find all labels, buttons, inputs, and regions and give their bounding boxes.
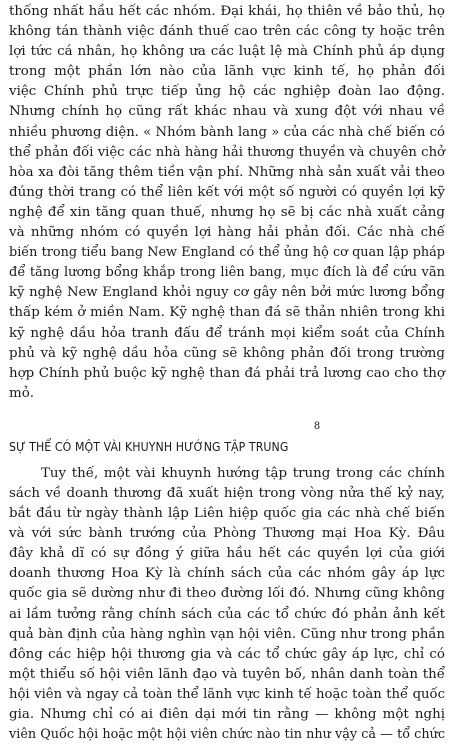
text-line (9, 625, 445, 645)
text-line (9, 183, 445, 203)
text-line-content: không tán thành việc đánh thuế cao trên các công ty hoặc trên (9, 24, 445, 40)
text-line-content: sách về doanh thương đã xuất hiện trong vòng nửa thế kỷ nay, (9, 485, 445, 501)
text-line-content: viên Quốc hội hoặc một hội viên chức nào tin như vậy cả — tổ chức (9, 727, 445, 743)
text-line (9, 564, 445, 584)
text-line-content: đông các hiệp hội thương gia và các tổ chức gây áp lực, chỉ có (9, 646, 445, 662)
text-line (9, 203, 445, 223)
text-line-content: việc Chính phủ trực tiếp ủng hộ các nghiệp đoàn lao động. (9, 84, 445, 100)
text-line (9, 263, 445, 283)
text-line (9, 324, 445, 344)
text-line (9, 42, 445, 62)
text-line (9, 544, 445, 564)
text-line-content: ai lầm tưởng rằng chính sách của các tổ chức đó phản ảnh kết (9, 606, 445, 622)
text-line (9, 384, 445, 404)
text-line (9, 364, 445, 384)
text-line (9, 344, 445, 364)
text-line (9, 665, 445, 685)
text-line (9, 705, 445, 725)
text-line (9, 464, 445, 484)
text-line-content: kỹ nghệ dầu hỏa tranh đấu để tránh mọi kiểm soát của Chính (9, 325, 445, 341)
paragraph-centralizing-tendencies (9, 464, 445, 745)
text-line (9, 102, 445, 122)
text-line (9, 22, 445, 42)
text-line-content: quốc gia sẽ dường như đi theo đường lối đó. Nhưng cũng không (9, 586, 445, 602)
text-line-content: hội viên và ngay cả toàn thể lãnh vực kinh tế hoặc toàn thể quốc (9, 686, 445, 702)
text-line (9, 2, 445, 22)
text-line-content: nghệ để xin tăng quan thuế, nhưng họ sẽ bị các nhà xuất cảng (9, 204, 445, 220)
text-line (9, 283, 445, 303)
text-line-content: để tăng lương bổng khắp trong liên bang, mục đích là để cứu vãn (9, 265, 445, 281)
text-line-content: biến trong tiểu bang New England có thể ủng hộ cơ quan lập pháp (9, 245, 445, 261)
text-line-content: lợi tức cá nhân, họ không ưa các luật lệ mà Chính phủ áp dụng (9, 44, 445, 60)
paragraph-interest-groups (9, 2, 445, 404)
text-line-content: mỏ. (9, 385, 35, 401)
text-line-content: thống nhất hầu hết các nhóm. Đại khái, họ thiên về bảo thủ, họ (9, 4, 445, 19)
text-line (9, 524, 445, 544)
text-line-content: nhiều phương diện. « Nhóm bành lang » của các nhà chế biến có (9, 124, 445, 140)
text-line-content: quả bàn định của hàng nghìn vạn hội viên. Cũng như trong phần (9, 626, 445, 642)
text-line (9, 143, 445, 163)
text-line-content: và những nhóm có quyền lợi hàng hải phản đối. Các nhà chế (9, 225, 445, 241)
text-line (9, 303, 445, 323)
text-line-content: trong một phần lớn nào của lãnh vực kinh tế, họ phản đối (9, 64, 445, 80)
text-line-content: thấp kém ở miền Nam. Kỹ nghệ than đá sẽ thản nhiên trong khi (9, 305, 445, 321)
text-line (9, 504, 445, 524)
text-line-content: đây khả dĩ có sự đồng ý giữa hầu hết các quyền lợi của giới (9, 546, 445, 562)
text-line (9, 82, 445, 102)
text-line-content: một thiểu số hội viên lãnh đạo và tuyên bố, nhân danh toàn thể (9, 666, 445, 682)
text-line (9, 243, 445, 263)
text-line (9, 725, 445, 745)
text-line-content: Tuy thế, một vài khuynh hướng tập trung trong các chính (41, 465, 445, 481)
text-line-content: phủ và kỹ nghệ dầu hỏa cũng sẽ không phản đối trong trường (9, 345, 445, 361)
text-line-content: bắt đầu từ ngày thành lập Liên hiệp quốc gia các nhà chế biến (9, 506, 445, 522)
text-line (9, 163, 445, 183)
text-line-content: hợp Chính phủ buộc kỹ nghệ than đá phải trả lương cao cho thợ (9, 365, 445, 381)
text-line-content: kỹ nghệ New England khỏi nguy cơ gây nên bởi mức lương bổng (9, 285, 445, 301)
text-line (9, 645, 445, 665)
text-line-content: doanh thương Hoa Kỳ là chính sách của các nhóm gây áp lực (9, 566, 445, 582)
text-line-content: đúng thời trang có thể liên kết với một số người có quyền lợi kỹ (9, 184, 445, 200)
text-line (9, 584, 445, 604)
text-line (9, 605, 445, 625)
text-line-content: và với sức bành trướng của Phòng Thương mại Hoa Kỳ. Đâu (9, 526, 445, 542)
section-number: 8 (313, 420, 321, 432)
text-line-content: hòa xa đòi tăng thêm tiền vận phí. Những nhà sản xuất vải theo (9, 164, 445, 180)
text-line (9, 123, 445, 143)
text-line (9, 484, 445, 504)
text-line-content: Nhưng chính họ cũng rất khác nhau và xung đột với nhau về (9, 104, 445, 120)
text-line-content: gia. Nhưng chỉ có ai điên dại mới tin rằng — không một nghị (9, 707, 445, 722)
text-line (9, 685, 445, 705)
section-heading: SỰ THỂ CÓ MỘT VÀI KHUYNH HƯỚNG TẬP TRUNG (9, 439, 289, 454)
text-line (9, 62, 445, 82)
text-line (9, 223, 445, 243)
text-line-content: thể phản đối việc các nhà hàng hải thương thuyền và chuyên chở (9, 144, 445, 160)
